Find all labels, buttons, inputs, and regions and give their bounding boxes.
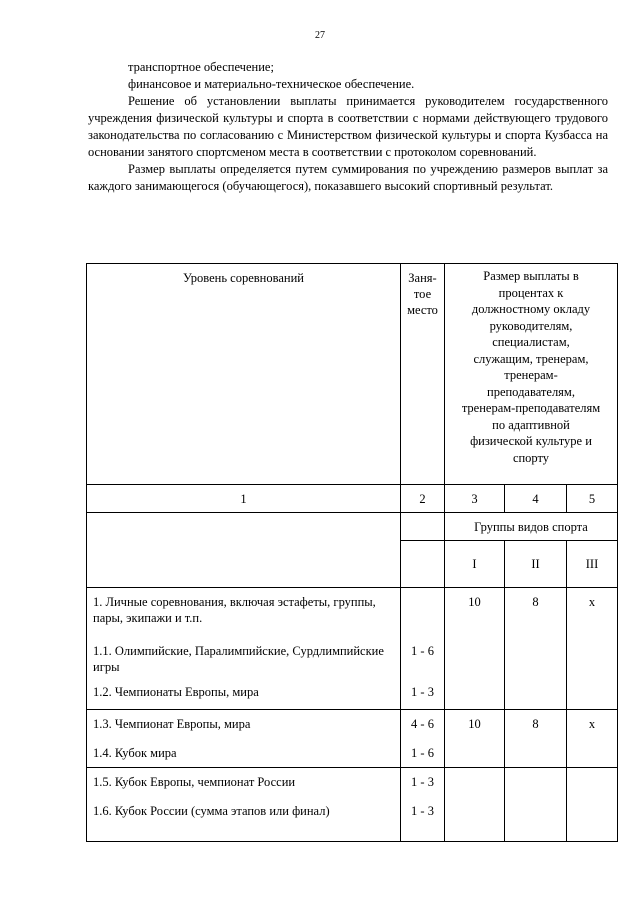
table-row (87, 710, 618, 768)
value-group-2: 8 (505, 588, 567, 710)
header-payment-line: преподавателям, (487, 384, 575, 399)
payment-table (86, 263, 618, 842)
header-payment-line: тренерам- (504, 368, 558, 382)
competition-cell (87, 768, 401, 842)
column-number: 2 (401, 485, 445, 513)
competition-label: 1.5. Кубок Европы, чемпионат России (93, 775, 296, 789)
header-payment-line: служащим, тренерам, (473, 351, 589, 366)
value-group-1: 10 (445, 588, 505, 710)
place-cell (401, 768, 445, 842)
place-value: 1 - 3 (411, 775, 434, 789)
place-cell (401, 588, 445, 710)
competition-cell (87, 710, 401, 768)
header-payment-line: специалистам, (492, 335, 570, 349)
column-number: 5 (567, 485, 618, 513)
competition-cell (87, 588, 401, 710)
empty-cell (87, 513, 401, 588)
column-number: 4 (505, 485, 567, 513)
place-value: 4 - 6 (411, 717, 434, 731)
competition-label: 1. Личные соревнования, включая эстафеты, группы, пары, экипажи и т.п. (93, 595, 376, 625)
header-payment-line: руководителям, (489, 318, 573, 333)
header-payment-line: по адаптивной (492, 417, 570, 432)
value-group-3 (567, 768, 618, 842)
place-value: 1 - 3 (411, 804, 434, 818)
header-payment-line: спорту (512, 450, 550, 465)
group-label: I (445, 541, 505, 588)
place-cell (401, 710, 445, 768)
group-label: III (567, 541, 618, 588)
place-value: 1 - 6 (411, 644, 434, 658)
header-competition-level: Уровень соревнований (87, 264, 401, 485)
paragraph-decision: Решение об установлении выплаты принимается руководителем государственного учреждения физической культуры и спорта в соответствии с нормами действующего трудового законодательства по согласованию с Министерством физической культуры и спорта Кузбасса на основании занятого спортсменом места в соответствии с протоколом соревнований. (88, 94, 608, 159)
header-payment-line: Размер выплаты в (483, 269, 579, 283)
header-payment-size (445, 264, 618, 485)
table-row (87, 768, 618, 842)
column-number: 1 (87, 485, 401, 513)
header-place (401, 264, 445, 485)
value-group-2: 8 (505, 710, 567, 768)
competition-label: 1.6. Кубок России (сумма этапов или финал) (93, 804, 330, 818)
header-payment-line: должностному окладу (471, 302, 591, 316)
header-payment-line: тренерам-преподавателям (461, 401, 601, 415)
table-header-row (87, 264, 618, 485)
column-number-row (87, 485, 618, 513)
groups-label: Группы видов спорта (445, 513, 618, 541)
competition-label: 1.4. Кубок мира (93, 746, 177, 760)
value-group-3: х (567, 710, 618, 768)
value-group-1 (445, 768, 505, 842)
header-place-line: тое (413, 287, 432, 301)
value-group-1: 10 (445, 710, 505, 768)
competition-label: 1.2. Чемпионаты Европы, мира (93, 685, 259, 699)
competition-label: 1.3. Чемпионат Европы, мира (93, 717, 251, 731)
groups-label-row (87, 513, 618, 541)
body-text (88, 59, 608, 195)
header-payment-line: процентах к (498, 285, 564, 300)
value-group-2 (505, 768, 567, 842)
empty-cell (401, 513, 445, 541)
competition-label: 1.1. Олимпийские, Паралимпийские, Сурдлимпийские игры (93, 644, 384, 674)
place-value: 1 - 6 (411, 746, 434, 760)
group-label: II (505, 541, 567, 588)
page-number: 27 (315, 30, 325, 41)
place-value (401, 594, 444, 643)
header-place-line: Заня- (408, 271, 437, 285)
value-group-3: х (567, 588, 618, 710)
place-value: 1 - 3 (411, 685, 434, 699)
header-payment-line: физической культуре и (470, 434, 592, 448)
empty-cell (401, 541, 445, 588)
header-place-line: место (407, 303, 438, 317)
paragraph-finance: финансовое и материально-техническое обеспечение. (128, 77, 415, 91)
paragraph-payment-size: Размер выплаты определяется путем суммирования по учреждению размеров выплат за каждого занимающегося (обучающегося), показавшего высокий спортивный результат. (88, 162, 608, 193)
table-row (87, 588, 618, 710)
paragraph-transport: транспортное обеспечение; (128, 60, 274, 74)
column-number: 3 (445, 485, 505, 513)
